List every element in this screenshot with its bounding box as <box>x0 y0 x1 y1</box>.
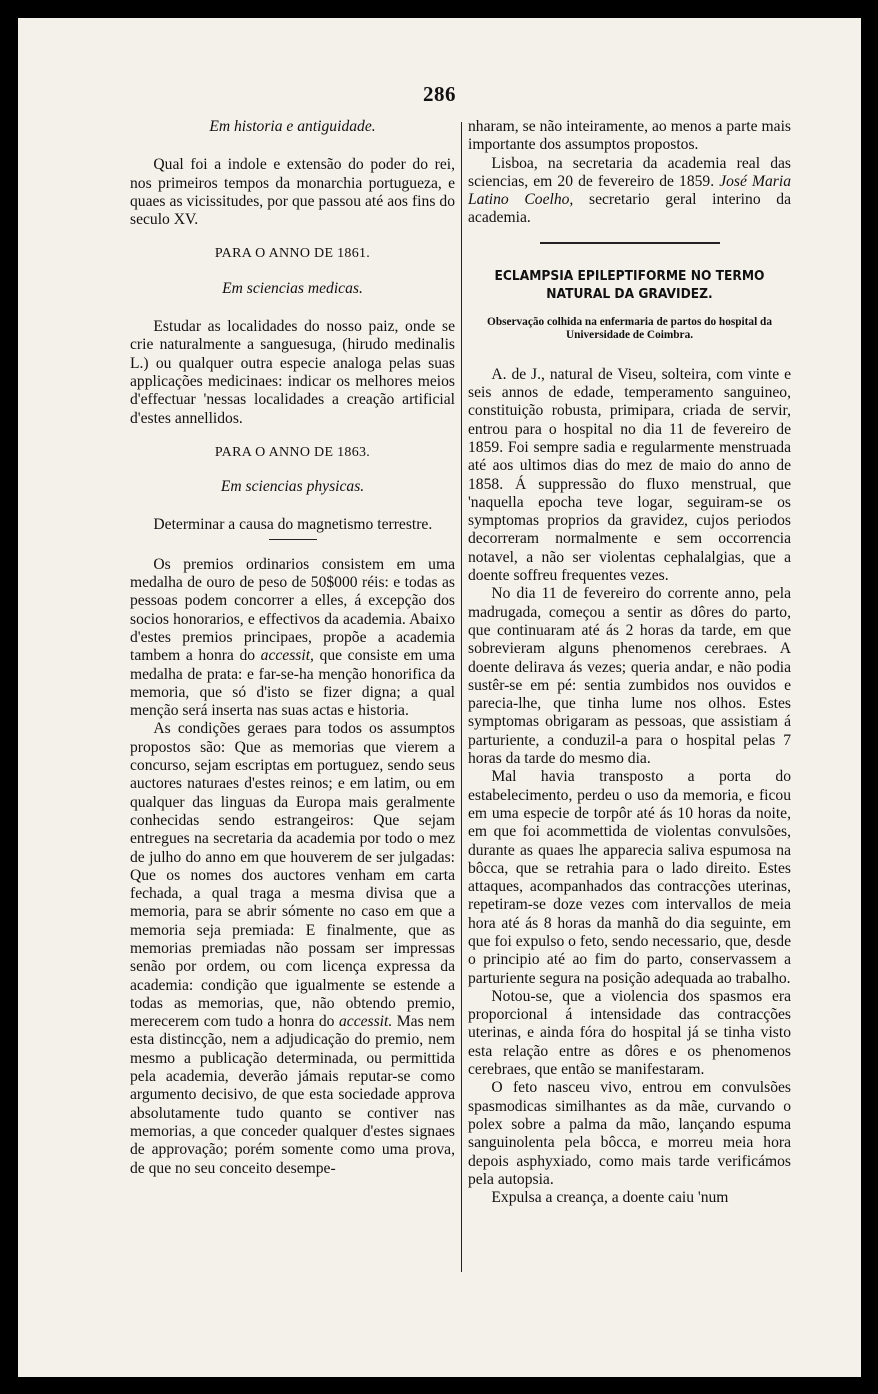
article-subtitle: Observação colhida na enfermaria de partos do hospital da Universidade de Coimbra. <box>487 315 772 341</box>
case-paragraph-3: Mal havia transposto a porta do estabelecimento, perdeu o uso da memoria, e ficou em uma especie de torpôr até ás 10 horas da noite, em que foi acommettida de violentas convulsões, durante as quaes lhe apparecia saliva espumosa na bôcca, que se retrahia para o lado direito. Estes attaques, acompanhados das contracções uterinas, repetiram-se doze vezes com intervallos de meia hora até ás 8 horas da manhã do dia seguinte, em que foi expulso o feto, sendo necessario, que, desde o principio até ao fim do parto, conservassem a parturiente segura na posição adequada ao trabalho. <box>468 768 791 987</box>
question-physicas: Determinar a causa do magnetismo terrestre. <box>153 516 433 534</box>
case-paragraph-6: Expulsa a creança, a doente caiu 'num <box>491 1189 729 1207</box>
heading-1863: PARA O ANNO DE 1863. <box>214 444 371 460</box>
question-historia: Qual foi a indole e extensão do poder do rei, nos primeiros tempos da monarchia portugueza, e quaes as vicissitudes, por que passou até aos fins do seculo XV. <box>130 156 455 229</box>
case-paragraph-4: Notou-se, que a violencia dos spasmos era proporcional á intensidade das contracções uterinas, e ainda fóra do hospital já se tinha visto esta relação entre as dôres e os phenomenos cerebraes, que então se manifestaram. <box>468 987 791 1079</box>
page-number: 286 <box>423 82 456 106</box>
left-column <box>130 118 455 1178</box>
paragraph-continuation: nharam, se não inteiramente, ao menos a parte mais importante dos assumptos propostos. <box>468 118 791 154</box>
case-paragraph-2: No dia 11 de fevereiro do corrente anno, pela madrugada, começou a sentir as dôres do parto, que continuaram até ás 2 horas da tarde, em que sobrevieram alguns phenomenos cerebraes. A doente delirava ás vezes; queria andar, e não podia sustêr-se em pé: sentia zumbidos nos ouvidos e parecia-lhe, que tinha lume nos olhos. Estes symptomas obrigaram as pessoas, que assistiam á parturiente, a conduzil-a para o hospital pelas 7 horas da tarde do mesmo dia. <box>468 585 791 768</box>
right-column <box>468 118 791 1207</box>
paragraph-signature: Lisboa, na secretaria da academia real das sciencias, em 20 de fevereiro de 1859. José Maria Latino Coelho, secretario geral interino da academia. <box>468 154 791 227</box>
article-title: ECLAMPSIA EPILEPTIFORME NO TERMO NATURAL DA GRAVIDEZ. <box>494 268 765 302</box>
heading-1861: PARA O ANNO DE 1861. <box>214 246 371 262</box>
subheading-physicas: Em sciencias physicas. <box>220 478 365 496</box>
case-paragraph-1: A. de J., natural de Viseu, solteira, com vinte e seis annos de edade, temperamento sanguineo, constituição robusta, primipara, criada de servir, entrou para o hospital no dia 11 de fevereiro de 1859. Foi sempre sadia e regularmente menstruada até aos ultimos dias do mez de maio do anno de 1858. Á suppressão do fluxo menstrual, que 'naquella epocha teve logar, seguiram-se os symptomas proprios da gravidez, cujos periodos decorreram normalmente e sem occorrencia notavel, a não ser violentas cephalalgias, que a doente soffreu frequentes vezes. <box>468 365 791 585</box>
case-paragraph-5: O feto nasceu vivo, entrou em convulsões spasmodicas similhantes as da mãe, curvando o polex sobre a palma da mão, lançando espuma sanguinolenta pela bôcca, e morreu meia hora depois asphyxiado, como mais tarde verificámos pela autopsia. <box>468 1079 791 1188</box>
paragraph-premios: Os premios ordinarios consistem em uma medalha de ouro de peso de 50$000 réis: e todas as pessoas podem concorrer a elles, á excepção dos socios honorarios, e effectivos da academia. Abaixo d'estes premios principaes, propõe a academia tambem a honra do accessit, que consiste em uma medalha de prata: e far-se-ha menção honorifica da memoria, que só d'isto se fizer digna; a qual menção será inserta nas suas actas e historia. <box>130 555 455 720</box>
page-scan <box>18 18 861 1377</box>
question-medicas: Estudar as localidades do nosso paiz, onde se crie naturalmente a sanguesuga, (hirudo medinalis L.) ou qualquer outra especie analoga pelas suas applicações medicinaes: indicar os melhores meios d'effectuar 'nessas localidades a creação artificial d'estes annellidos. <box>130 318 455 427</box>
subheading-historia: Em historia e antiguidade. <box>209 118 376 135</box>
paragraph-condicoes: As condições geraes para todos os assumptos propostos são: Que as memorias que vierem a concurso, sejam escriptas em portuguez, sendo seus auctores naturaes d'estes reinos; e em latim, ou em qualquer das linguas da Europa mais geralmente conhecidas sendo estrangeiros: Que sejam entregues na secretaria da academia por todo o mez de julho do anno em que houverem de ser julgadas: Que os nomes dos auctores venham em carta fechada, a qual traga a mesma divisa que a memoria, para se abrir sómente no caso em que a memoria seja premiada: E finalmente, que as memorias premiadas não possam ser impressas senão por ordem, ou com licença expressa da academia: condição que igualmente se estende a todas as memorias, que, não obtendo premio, merecerem com tudo a honra do accessit. Mas nem esta distincção, nem a adjudicação do premio, nem mesmo a publicação determinada, ou permittida pela academia, deverão jámais reputar-se como argumento decisivo, de que esta sociedade approva absolutamente tudo quanto se contiver nas memorias, a que conceder qualquer d'estes signaes de approvação; porém somente como uma prova, de que no seu conceito desempe- <box>130 720 456 1177</box>
subheading-medicas: Em sciencias medicas. <box>222 279 363 297</box>
column-divider <box>461 122 462 1272</box>
